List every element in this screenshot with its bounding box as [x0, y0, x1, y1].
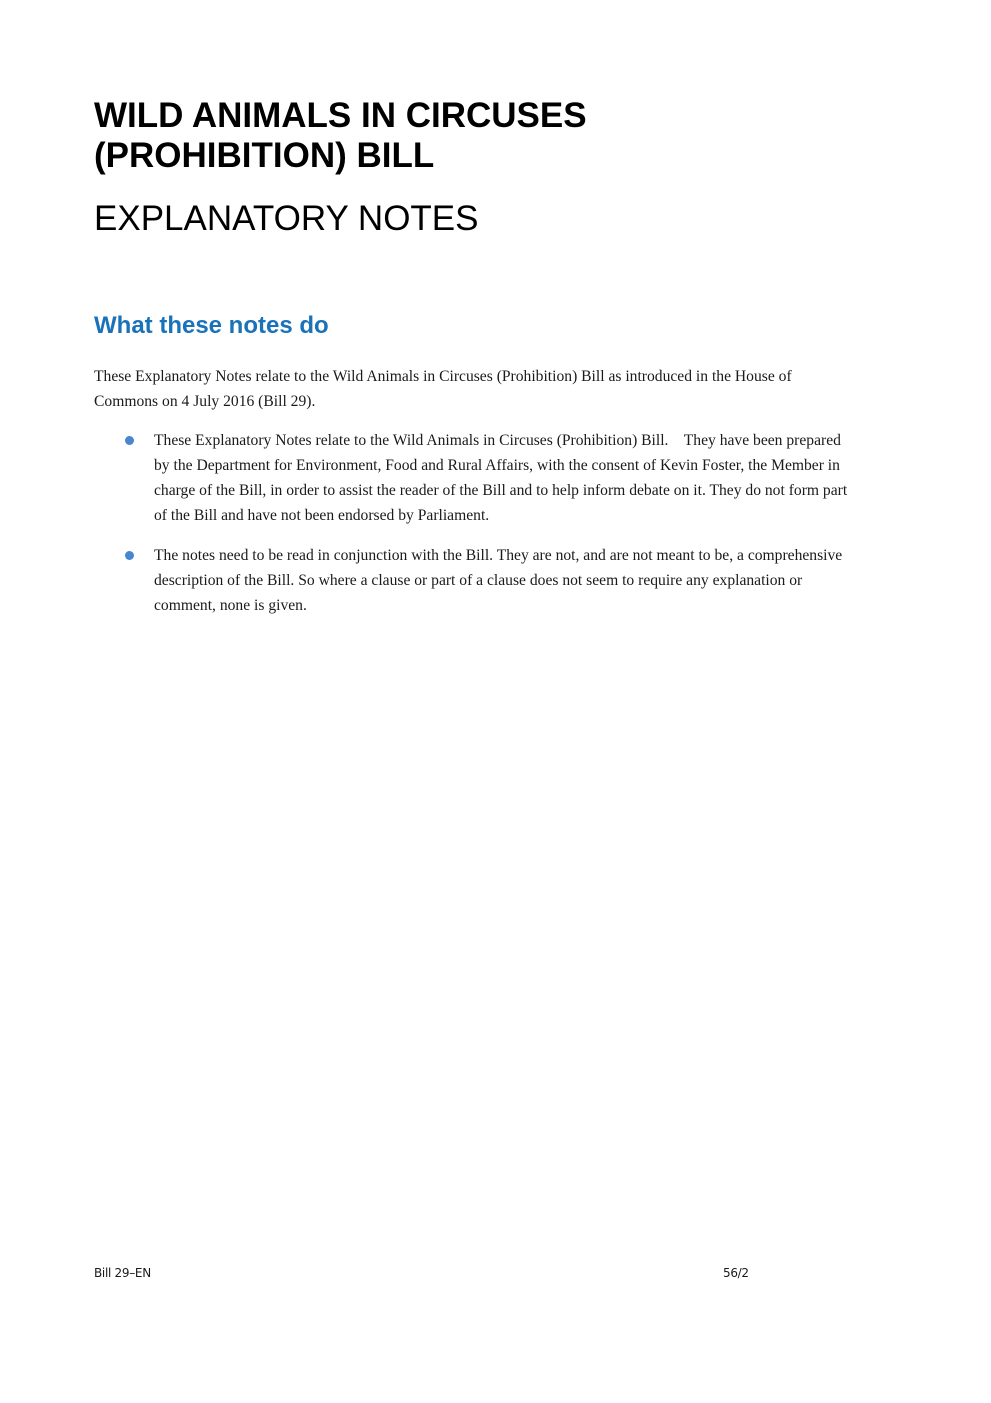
bullet-item — [94, 428, 854, 528]
bullet-dot-icon — [125, 551, 134, 560]
bullet-text: The notes need to be read in conjunction with the Bill. They are not, and are not meant to be, a comprehensive description of the Bill. So where a clause or part of a clause does not seem to require any explanation or comment, none is given. — [154, 547, 843, 614]
bullet-list — [94, 428, 854, 633]
document-title: WILD ANIMALS IN CIRCUSES (PROHIBITION) BILL — [94, 96, 587, 175]
bullet-text: These Explanatory Notes relate to the Wild Animals in Circuses (Prohibition) Bill. They have been prepared by the Department for Environment, Food and Rural Affairs, with the consent of Kevin Foster, the Member in charge of the Bill, in order to assist the reader of the Bill and to help inform debate on it. They do not form part of the Bill and have not been endorsed by Parliament. — [154, 432, 848, 524]
footer-bill-reference: Bill 29–EN — [94, 1266, 151, 1280]
bullet-dot-icon — [125, 436, 134, 445]
section-heading: What these notes do — [94, 312, 329, 339]
bullet-item — [94, 543, 854, 618]
document-subtitle: EXPLANATORY NOTES — [94, 199, 479, 238]
footer-page-code: 56/2 — [723, 1266, 749, 1280]
intro-paragraph: These Explanatory Notes relate to the Wild Animals in Circuses (Prohibition) Bill as introduced in the House of Commons on 4 July 2016 (Bill 29). — [94, 368, 792, 410]
